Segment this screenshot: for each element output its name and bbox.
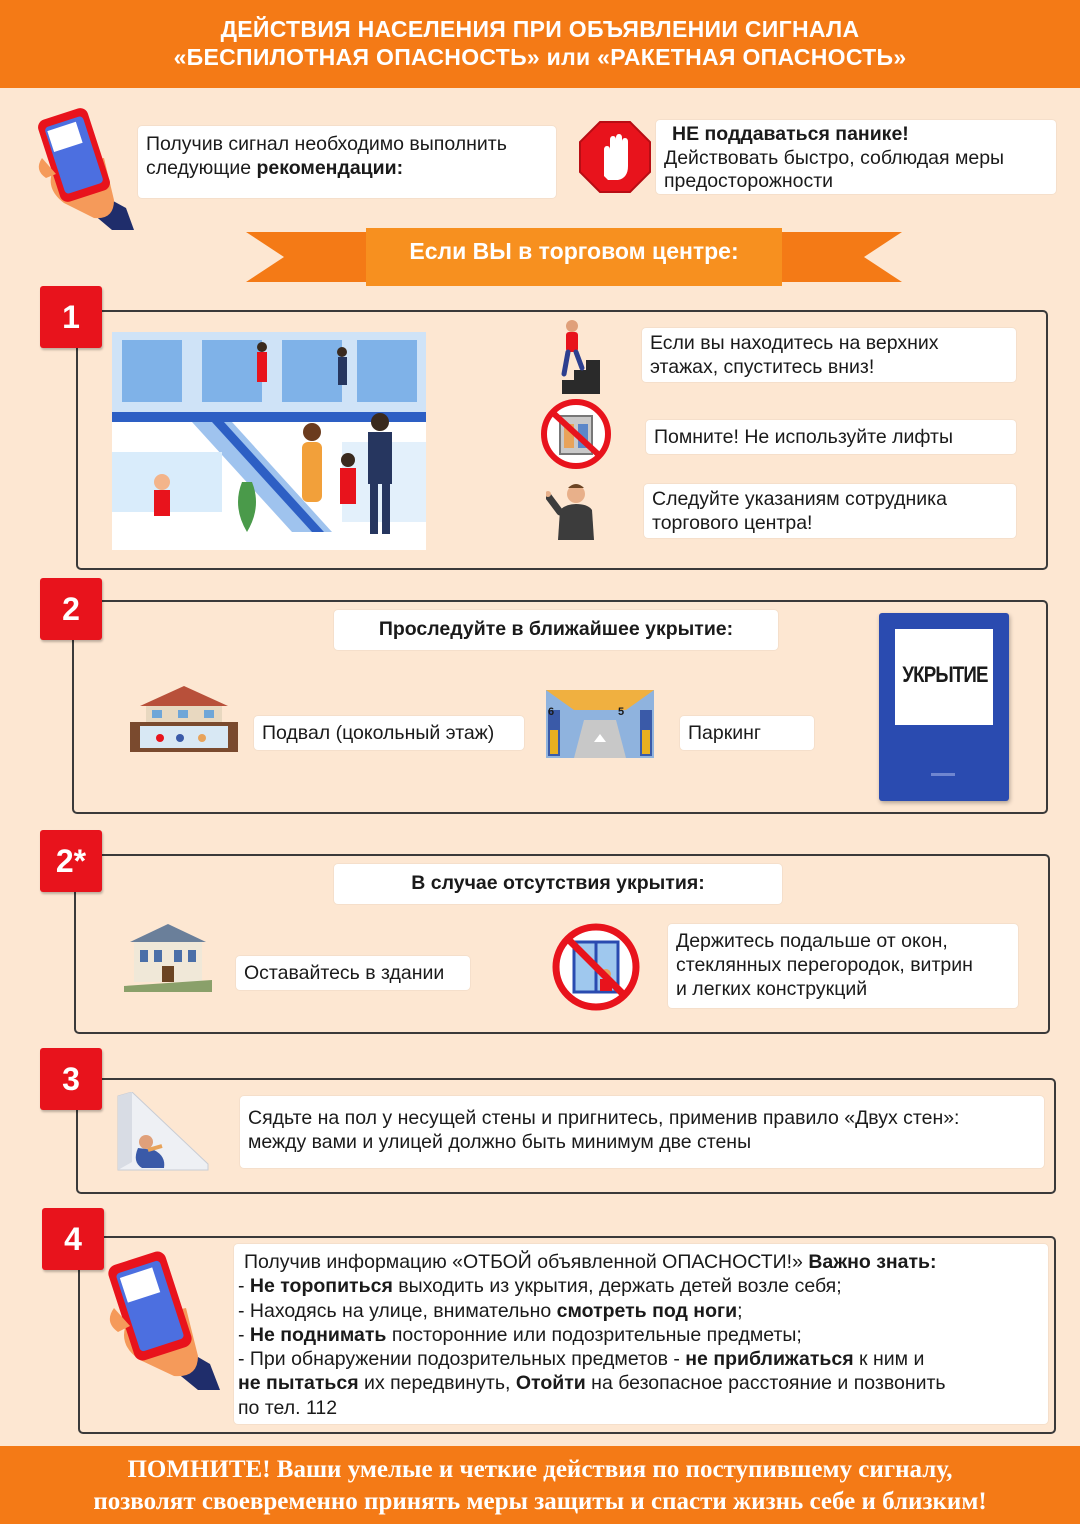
page-header — [0, 0, 1080, 88]
shelter-sign-text: УКРЫТИЕ — [902, 662, 988, 687]
step4-line6: не пытаться их передвинуть, Отойти на безопасное расстояние и позвонить — [238, 1372, 946, 1395]
step4-number: 4 — [42, 1208, 104, 1270]
header-title-line2: «БЕСПИЛОТНАЯ ОПАСНОСТЬ» или «РАКЕТНАЯ ОПАСНОСТЬ» — [173, 44, 907, 70]
step3-line2: между вами и улицей должно быть минимум две стены — [248, 1131, 752, 1153]
step4-line1: Получив информацию «ОТБОЙ объявленной ОПАСНОСТИ!» Важно знать: — [244, 1251, 937, 1273]
parking-level-5: 5 — [618, 706, 625, 718]
footer-line2: позволят своевременно принять меры защиты и спасти жизнь себе и близким! — [93, 1488, 987, 1515]
step2b-title-box — [334, 864, 782, 904]
footer-line1: ПОМНИТЕ! Ваши умелые и четкие действия по поступившему сигналу, — [127, 1456, 953, 1483]
step4-line4: - Не поднимать посторонние или подозрительные предметы; — [238, 1323, 802, 1346]
step4-text-box — [234, 1244, 1048, 1424]
stop-hand-icon — [578, 120, 652, 194]
step1-item3-line2: торгового центра! — [652, 512, 813, 534]
parking-garage-icon — [546, 690, 654, 758]
step2b-number: 2* — [40, 830, 102, 892]
step1-number: 1 — [40, 286, 102, 348]
no-elevator-icon — [538, 398, 614, 470]
building-icon — [124, 920, 212, 992]
panic-line2: Действовать быстро, соблюдая меры — [664, 146, 1005, 169]
basement-label-box — [254, 716, 524, 750]
two-walls-icon — [108, 1092, 214, 1172]
mall-illustration — [112, 332, 426, 550]
step2-title-box — [334, 610, 778, 650]
step1-item3-line1: Следуйте указаниям сотрудника — [652, 488, 947, 510]
step4-line5: - При обнаружении подозрительных предметов - не приближаться к ним и — [238, 1348, 925, 1371]
window-warning-line3: и легких конструкций — [676, 978, 868, 1000]
shelter-sign-bar — [931, 773, 955, 776]
step1-item1-line2: этажах, спуститесь вниз! — [650, 356, 875, 378]
basement-house-icon — [130, 684, 238, 752]
phone-in-hand-icon-2 — [104, 1250, 220, 1390]
shelter-sign — [879, 613, 1009, 801]
stay-label-box — [236, 956, 470, 990]
step4-line3: - Находясь на улице, внимательно смотреть под ноги; — [238, 1299, 743, 1322]
parking-label: Паркинг — [688, 722, 762, 744]
window-warning-line2: стеклянных перегородок, витрин — [676, 954, 973, 976]
panic-bold: НЕ поддаваться панике! — [672, 123, 909, 145]
parking-label-box — [680, 716, 814, 750]
staff-pointing-icon — [546, 480, 598, 540]
window-warning-line1: Держитесь подальше от окон, — [676, 930, 948, 952]
step2b-title: В случае отсутствия укрытия: — [411, 872, 705, 894]
shelter-sign-plate — [895, 629, 993, 725]
header-title-line1: ДЕЙСТВИЯ НАСЕЛЕНИЯ ПРИ ОБЪЯВЛЕНИИ СИГНАЛА — [220, 16, 860, 42]
phone-in-hand-icon — [34, 108, 134, 230]
step1-item2-box — [646, 420, 1016, 454]
person-on-stairs-icon — [556, 318, 606, 396]
basement-label: Подвал (цокольный этаж) — [262, 722, 495, 744]
step2-title: Проследуйте в ближайшее укрытие: — [378, 618, 734, 640]
step4-line2: - Не торопиться выходить из укрытия, держать детей возле себя; — [238, 1275, 842, 1298]
step1-item3-box — [644, 484, 1016, 538]
window-warning-box — [668, 924, 1018, 1008]
panic-box — [656, 120, 1056, 194]
page-footer — [0, 1446, 1080, 1524]
mall-banner — [246, 226, 902, 288]
step3-text-box — [240, 1096, 1044, 1168]
stay-label: Оставайтесь в здании — [244, 962, 445, 984]
step1-item1-line1: Если вы находитесь на верхних — [650, 332, 939, 354]
intro-box — [138, 126, 556, 198]
step3-number: 3 — [40, 1048, 102, 1110]
step3-line1: Сядьте на пол у несущей стены и пригнитесь, применив правило «Двух стен»: — [248, 1107, 960, 1129]
step4-line7: по тел. 112 — [238, 1396, 338, 1419]
no-window-icon — [550, 922, 642, 1012]
intro-text-line1: Получив сигнал необходимо выполнить — [146, 133, 507, 155]
banner-text: Если ВЫ в торговом центре: — [409, 238, 739, 264]
parking-level-6: 6 — [548, 706, 555, 718]
step2-number: 2 — [40, 578, 102, 640]
step1-item2-text: Помните! Не используйте лифты — [654, 426, 953, 448]
intro-text-line2: следующие рекомендации: — [146, 157, 404, 179]
panic-line3: предосторожности — [664, 170, 834, 192]
step1-item1-box — [642, 328, 1016, 382]
